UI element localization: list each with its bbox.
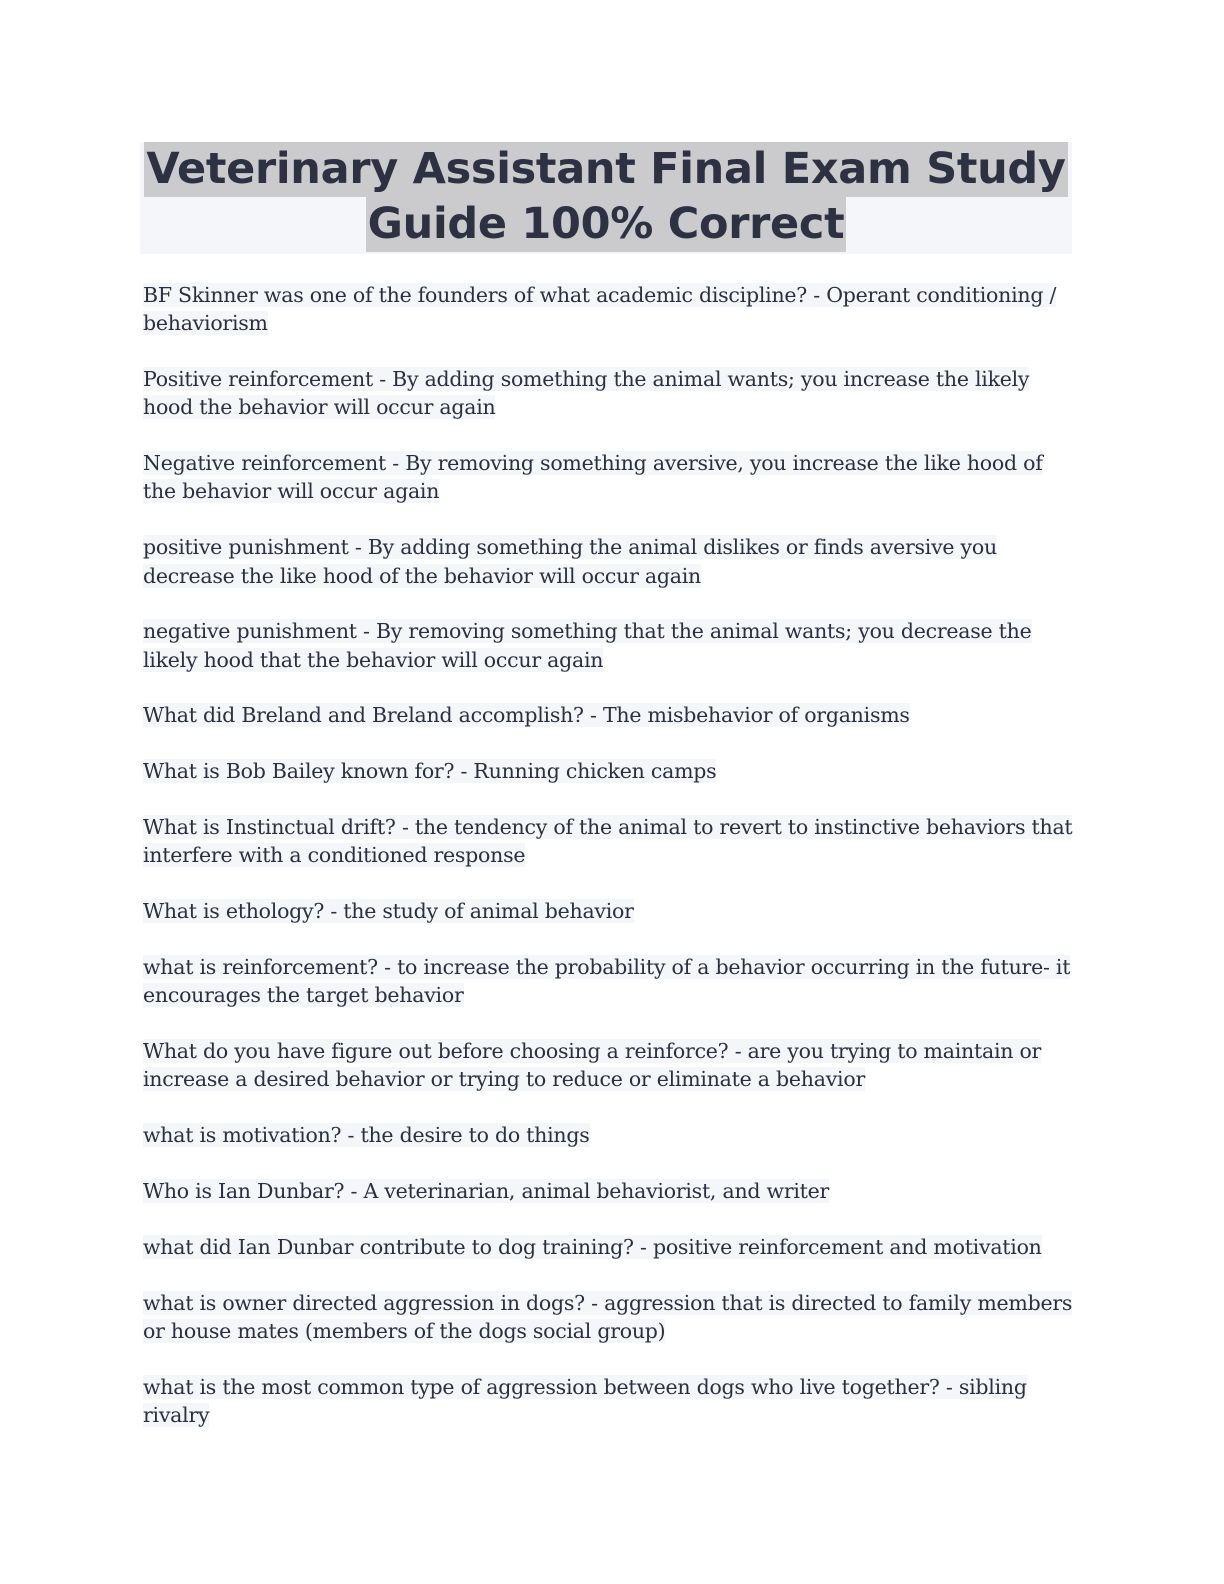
document-title: [140, 142, 1072, 254]
entry-10: what is reinforcement? - to increase the probability of a behavior occurring in the future- it encourages the target behavior: [143, 954, 1071, 1008]
study-entries: [143, 281, 1073, 1457]
entry-3: Negative reinforcement - By removing something aversive, you increase the like hood of the behavior will occur again: [143, 451, 1043, 504]
entry-15: what is owner directed aggression in dogs? - aggression that is directed to family members or house mates (members of the dogs social group): [143, 1290, 1073, 1343]
entry-6: What did Breland and Breland accomplish? - The misbehavior of organisms: [143, 703, 910, 728]
entry-4: positive punishment - By adding something the animal dislikes or finds aversive you decrease the like hood of the behavior will occur again: [143, 535, 997, 588]
entry-9: What is ethology? - the study of animal behavior: [143, 899, 634, 924]
title-line-2: Guide 100% Correct: [366, 197, 847, 252]
entry-2: Positive reinforcement - By adding something the animal wants; you increase the likely hood the behavior will occur again: [143, 367, 1030, 420]
entry-14: what did Ian Dunbar contribute to dog training? - positive reinforcement and motivation: [143, 1234, 1042, 1259]
entry-1: BF Skinner was one of the founders of what academic discipline? - Operant conditioning / behaviorism: [143, 283, 1057, 336]
entry-13: Who is Ian Dunbar? - A veterinarian, animal behaviorist, and writer: [143, 1178, 830, 1203]
entry-7: What is Bob Bailey known for? - Running chicken camps: [143, 759, 717, 784]
entry-8: What is Instinctual drift? - the tendency of the animal to revert to instinctive behaviors that interfere with a conditioned response: [143, 815, 1073, 868]
entry-12: what is motivation? - the desire to do things: [143, 1123, 590, 1148]
entry-5: negative punishment - By removing something that the animal wants; you decrease the likely hood that the behavior will occur again: [143, 619, 1032, 672]
title-line-1: Veterinary Assistant Final Exam Study: [144, 142, 1067, 197]
entry-16: what is the most common type of aggression between dogs who live together? - sibling rivalry: [143, 1374, 1027, 1427]
entry-11: What do you have figure out before choosing a reinforce? - are you trying to maintain or increase a desired behavior or trying to reduce or eliminate a behavior: [143, 1039, 1042, 1092]
